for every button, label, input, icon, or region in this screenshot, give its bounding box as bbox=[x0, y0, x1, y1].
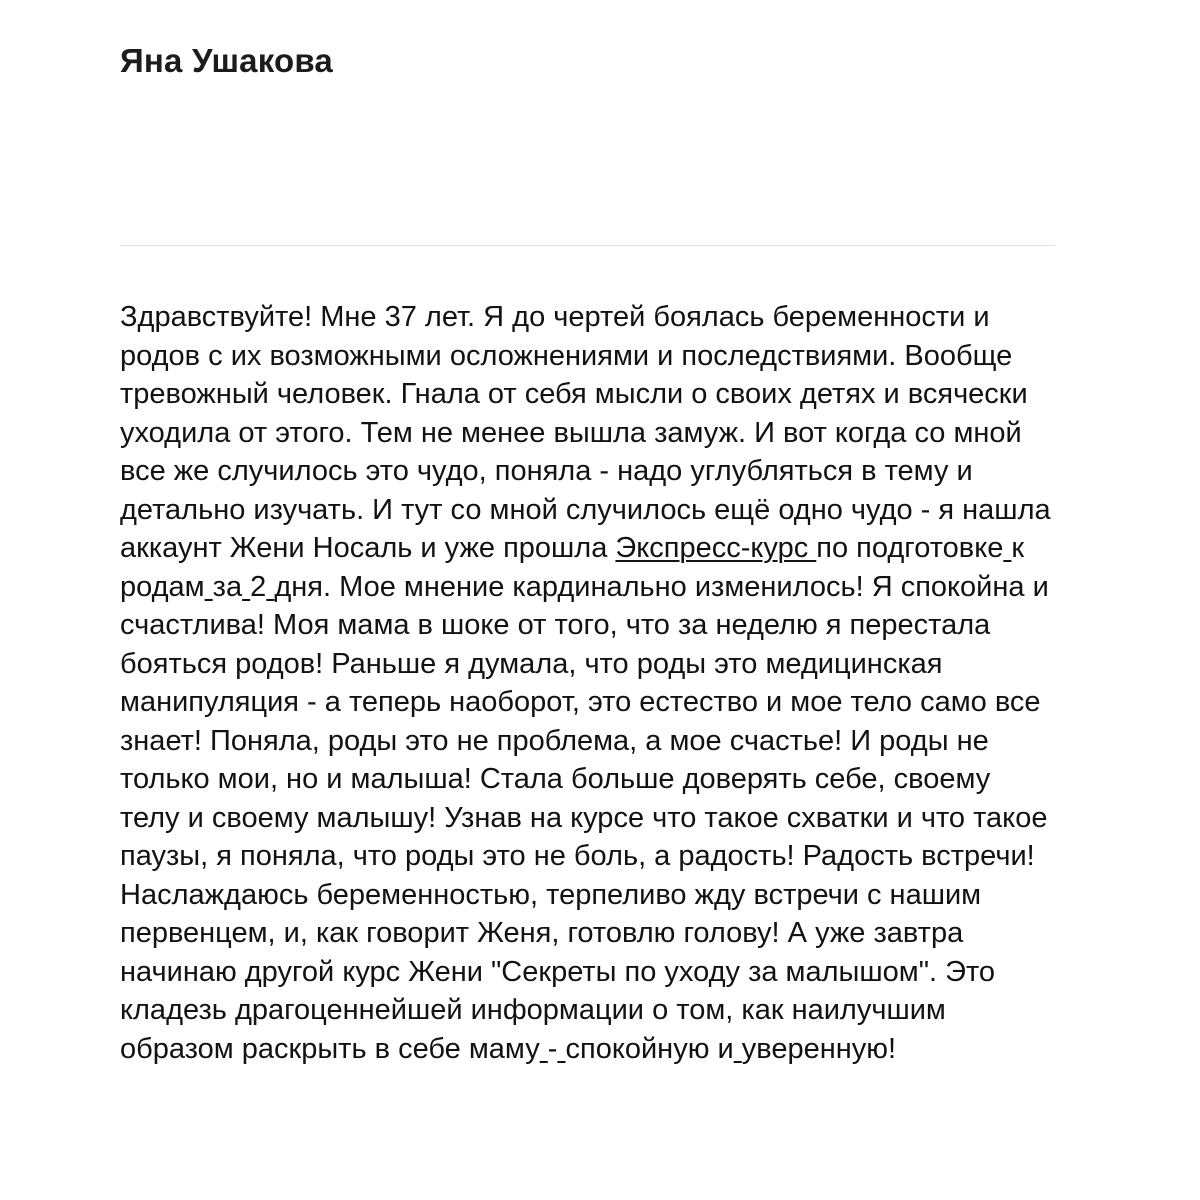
text-segment: Здравствуйте! Мне 37 лет. Я до чертей боялась беременности и родов с их возможными осложнениями и последствиями. Вообще тревожный человек. Гнала от себя мысли о своих детях и всячески уходила от этого. Тем не менее вышла замуж. И вот когда со мной все же случилось это чудо, поняла - надо углубляться в тему и детально изучать. И тут со мной случилось ещё одно чудо - я нашла аккаунт Жени Носаль и уже прошла bbox=[120, 301, 1051, 564]
text-segment: спокойную и bbox=[565, 1032, 734, 1065]
text-segment: по подготовке bbox=[816, 532, 1004, 564]
text-segment: родам bbox=[120, 570, 205, 603]
text-segment: дня. Мое мнение кардинально изменилось! Я спокойна и счастлива! Моя мама в шоке от того, что за неделю я перестала бояться родов! Раньше я думала, что роды это медицинская манипуляция - а теперь наоборот, это естество и мое тело само все знает! Поняла, роды это не проблема, а мое счастье! И роды не только мои, но и малыша! Стала больше доверять себе, своему телу и своему малышу! Узнав на курсе что такое схватки и что такое паузы, я поняла, что роды это не боль, а радость! Радость встречи! Наслаждаюсь беременностью, терпеливо жду встречи с нашим первенцем, и, как говорит Женя, готовлю голову! А уже завтра начинаю другой курс Жени "Секреты по уходу за малышом". Это кладезь драгоценнейшей информации о том, как наилучшим образом раскрыть в себе маму bbox=[120, 570, 1049, 1065]
page-title: Яна Ушакова bbox=[120, 42, 333, 79]
divider bbox=[120, 245, 1055, 246]
text-segment: за bbox=[212, 570, 243, 603]
underlined-space bbox=[242, 571, 250, 603]
underlined-space bbox=[540, 1033, 548, 1065]
article-text bbox=[120, 298, 1055, 1068]
text-segment: уверенную! bbox=[741, 1032, 897, 1065]
text-segment: - bbox=[547, 1032, 558, 1065]
express-course-link[interactable]: Экспресс-курс bbox=[615, 532, 817, 564]
text-segment: 2 bbox=[250, 570, 267, 603]
underlined-space bbox=[557, 1033, 565, 1065]
text-segment: к bbox=[1011, 532, 1025, 564]
underlined-space bbox=[734, 1033, 742, 1065]
underlined-space bbox=[205, 571, 213, 603]
